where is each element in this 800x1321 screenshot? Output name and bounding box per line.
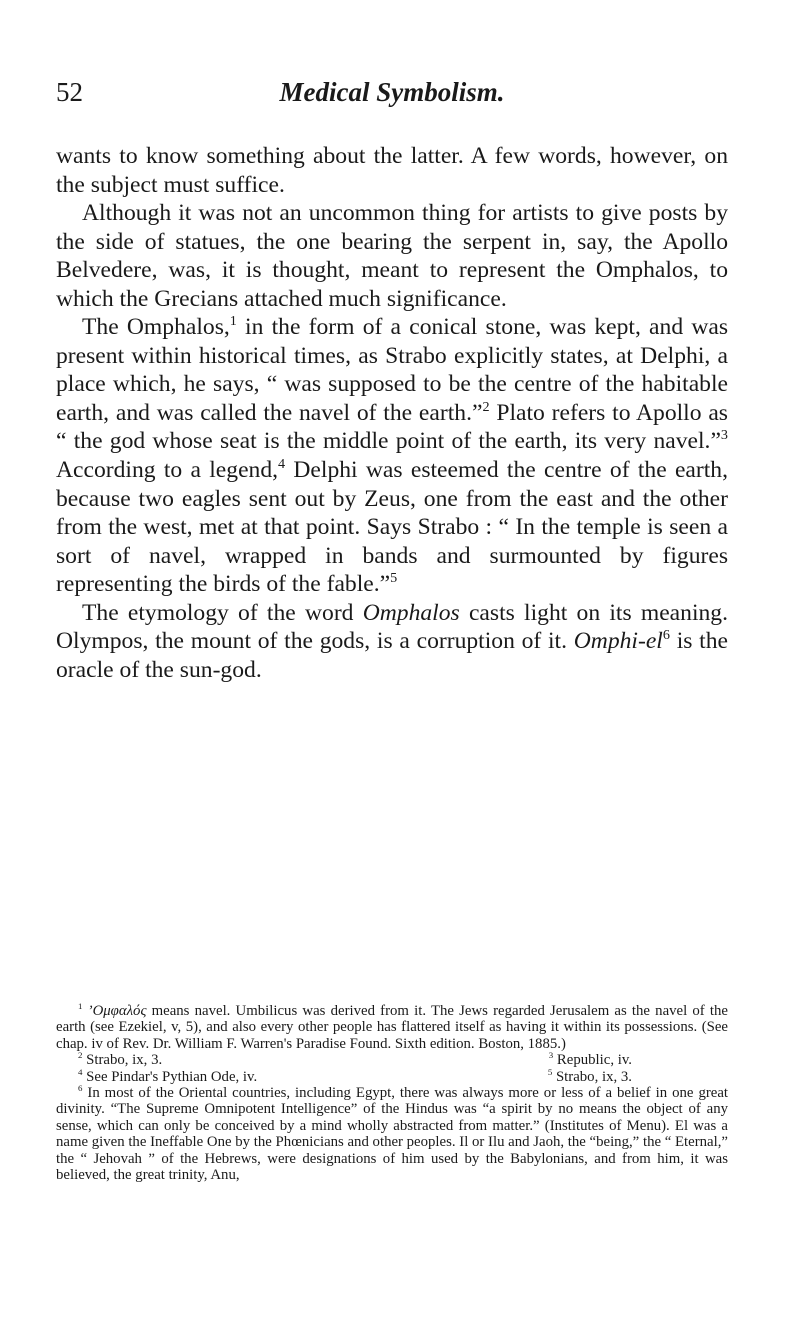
footnote-ref-4: 4 <box>278 456 286 473</box>
footnote-6 <box>56 1085 728 1183</box>
term-omphalos: Omphalos <box>362 599 460 626</box>
page-header <box>56 76 728 116</box>
footnote-mark-2: 2 <box>78 1050 83 1061</box>
footnote-4 <box>78 1066 258 1085</box>
term-omphi-el: Omphi-el <box>573 628 663 655</box>
footnote-ref-5: 5 <box>390 570 398 587</box>
footnote-mark-5: 5 <box>547 1066 553 1077</box>
footnote-5-text: Strabo, ix, 3. <box>555 1068 632 1085</box>
footnote-1-greek: ’Ομφαλός <box>87 1003 147 1019</box>
footnote-2 <box>78 1052 162 1068</box>
footnote-3-text: Republic, iv. <box>556 1052 632 1069</box>
paragraph-3-text-d: According to a legend, <box>56 457 279 484</box>
paragraph-4-text-a: The etymology of the word <box>82 599 363 626</box>
footnote-6-text: In most of the Oriental countries, including Egypt, there was always more or less of a belief in one great divinity. “The Supreme Omnipotent Intelligence” of the Hindus was “a spirit by no means the object of any sense, which can only be conceived by a mind wholly abstracted from matter.” (Institutes of Menu). El was a name given the Ineffable One by the Phœnicians and other peoples. Il or Ilu and Jaoh, the “being,” the “ Eternal,” the “ Jehovah ” of the Hebrews, were designations of him used by the Babylonians, and from him, it was believed, the great trinity, Anu, <box>56 1085 729 1184</box>
footnote-3 <box>549 1052 632 1068</box>
footnote-2-text: Strabo, ix, 3. <box>86 1052 163 1069</box>
paragraph-4-text-b: casts light on its meaning. Olympos, the mount of the gods, is a corruption of it. <box>56 599 728 655</box>
footnote-5 <box>547 1066 632 1085</box>
footnote-row-4-5 <box>56 1066 728 1085</box>
footnote-1 <box>56 1003 728 1052</box>
footnote-ref-2: 2 <box>482 399 490 416</box>
paragraph-2: Although it was not an uncommon thing for artists to give posts by the side of statues, the one bearing the serpent in, say, the Apollo Belvedere, was, it is thought, meant to represent the Omphalos, to which the Grecians attached much significance. <box>56 200 728 312</box>
paragraph-4-text-c: is the oracle of the sun-god. <box>56 628 728 683</box>
footnote-4-text: See Pindar's Pythian Ode, iv. <box>86 1068 258 1085</box>
running-title: Medical Symbolism. <box>279 77 505 107</box>
body-text <box>56 142 728 684</box>
footnotes <box>56 1003 728 1183</box>
footnote-ref-6: 6 <box>662 627 670 644</box>
footnote-mark-1: 1 <box>78 1001 83 1012</box>
paragraph-1: wants to know something about the latter. A few words, however, on the subject must suffice. <box>56 143 728 198</box>
footnote-mark-3: 3 <box>548 1050 554 1061</box>
footnote-ref-1: 1 <box>229 313 237 330</box>
footnote-row-2-3 <box>56 1052 728 1068</box>
footnote-ref-3: 3 <box>720 427 728 444</box>
paragraph-3-text-a: The Omphalos, <box>82 314 230 341</box>
paragraph-4 <box>56 599 728 685</box>
paragraph-3-text-b: in the form of a conical stone, was kept, and was present within historical times, as Strabo explicitly states, at Delphi, a place which, he says, “ was supposed to be the centre of the habitable earth, and was called the navel of the earth.” <box>56 314 729 426</box>
footnote-1-text: means navel. Umbilicus was derived from it. The Jews regarded Jerusalem as the navel of the earth (see Ezekiel, v, 5), and also every other people has flattered itself as having it within its possessions. (See chap. iv of Rev. Dr. William F. Warren's Paradise Found. Sixth edition. Boston, 1885.) <box>56 1003 728 1052</box>
paragraph-3 <box>56 313 728 598</box>
page-number: 52 <box>56 77 83 107</box>
footnote-mark-4: 4 <box>78 1066 83 1077</box>
footnote-mark-6: 6 <box>78 1083 83 1094</box>
paragraph-3-text-e: Delphi was esteemed the centre of the earth, because two eagles sent out by Zeus, one from the east and the other from the west, met at that point. Says Strabo : “ In the temple is seen a sort of navel, wrapped in bands and surmounted by figures representing the birds of the fable.” <box>56 457 728 598</box>
paragraph-3-text-c: Plato refers to Apollo as “ the god whose seat is the middle point of the earth, its very navel.” <box>56 399 728 455</box>
